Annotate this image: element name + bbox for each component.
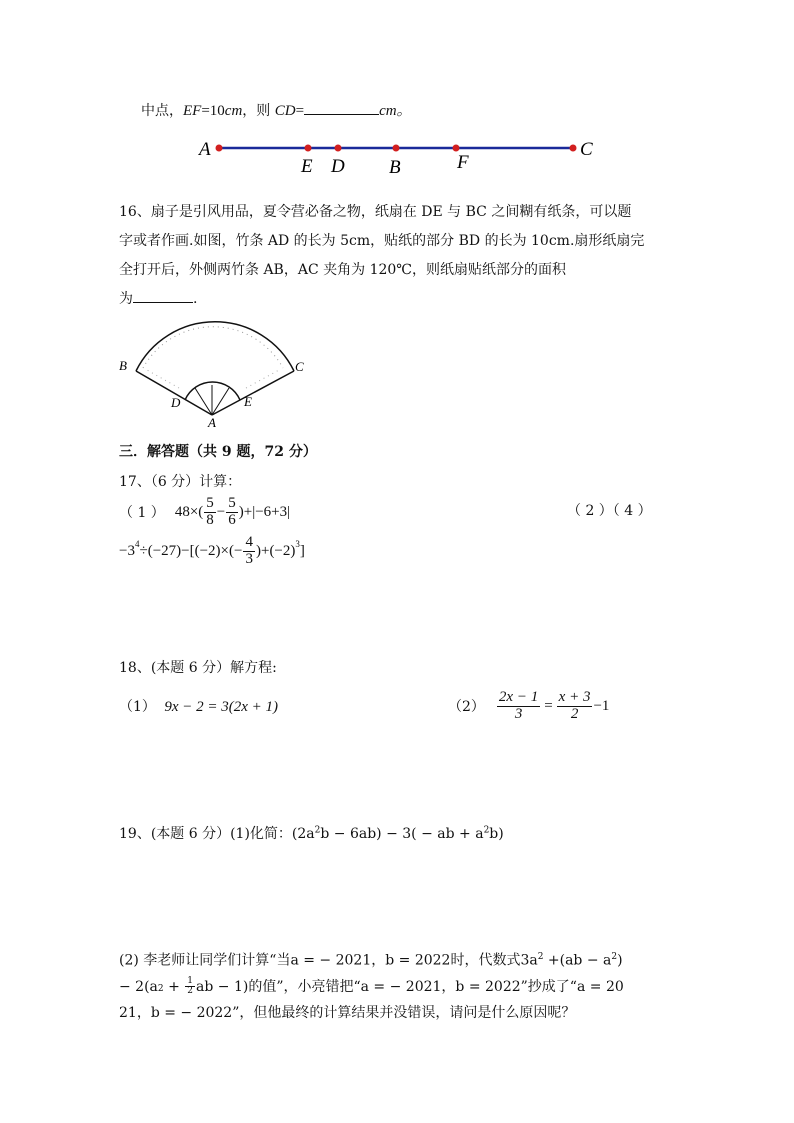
q19-p2-l1-c: ) xyxy=(617,952,623,969)
q16-line4-prefix: 为 xyxy=(119,291,133,307)
label-c: C xyxy=(580,139,593,160)
point-e-dot xyxy=(305,145,312,152)
frac-den: 3 xyxy=(514,705,523,722)
q19-l1-b: b − 6ab) − 3( − ab + a xyxy=(320,826,484,842)
frac-num: x + 3 xyxy=(558,688,591,705)
q19-p2-line1 xyxy=(119,944,624,974)
q18-equals: = xyxy=(544,697,553,714)
frac-den: 3 xyxy=(245,550,253,567)
q15-tail-line xyxy=(141,99,412,120)
q16-line3: 全打开后，外侧两竹条 AB，AC 夹角为 120℃，则纸扇贴纸部分的面积 xyxy=(119,262,566,278)
frac-den: 2 xyxy=(187,986,194,997)
q18-p2-label: （2） xyxy=(448,699,485,715)
frac-num: 5 xyxy=(206,494,214,511)
q17-minus: − xyxy=(216,503,226,520)
fan-label-d: D xyxy=(171,395,181,410)
q16-line4-suffix: . xyxy=(193,291,198,307)
q19-p2-l2-a: − 2(a xyxy=(119,978,158,995)
frac-den: 2 xyxy=(570,705,579,722)
q15-mid: ，则 xyxy=(242,103,275,119)
q16-line2: 字或者作画.如图，竹条 AD 的长为 5cm，贴纸的部分 BD 的长为 10cm.扇形纸扇完 xyxy=(119,233,645,249)
q17-p1-pre: 48×( xyxy=(174,503,204,520)
q18-part2 xyxy=(448,686,609,726)
label-d: D xyxy=(331,156,345,177)
point-d-dot xyxy=(335,145,342,152)
q15-prefix: 中点， xyxy=(141,103,183,119)
q17-p2-label: （ 2 ）（ 4 ） xyxy=(567,503,652,519)
q16-text xyxy=(119,198,644,314)
q18-p1-label: （1） xyxy=(119,699,156,715)
q19-l1-exp1: 2 xyxy=(314,825,321,836)
q19-p2-line2 xyxy=(119,974,624,1000)
q15-cd: CD xyxy=(274,103,296,119)
frac-num: 2x − 1 xyxy=(498,688,539,705)
q19-p2-l1-a: (2) 李老师让同学们计算“当a = − 2021，b = 2022时，代数式3a xyxy=(119,952,538,969)
fan-label-c: C xyxy=(295,359,304,374)
q19-l1-c: b) xyxy=(489,826,504,842)
q18-fraction-left xyxy=(497,690,540,723)
q19-part2 xyxy=(119,944,624,1026)
fan-label-b: B xyxy=(119,358,127,373)
q19-l1-exp2: 2 xyxy=(483,825,490,836)
q18-fraction-right xyxy=(557,690,593,723)
label-f: F xyxy=(457,152,469,173)
point-f-dot xyxy=(453,145,460,152)
q19-p2-l1-exp2: 2 xyxy=(611,952,618,962)
q19-half-fraction xyxy=(185,977,195,997)
fan-label-e: E xyxy=(244,394,252,409)
label-e: E xyxy=(301,156,313,177)
q15-answer-blank xyxy=(304,114,379,115)
rib-1 xyxy=(195,388,212,415)
q19-p2-l1-b: +(ab − a xyxy=(543,952,612,969)
q19-p2-line3: 21，b = − 2022”，但他最终的计算结果并没错误，请问是什么原因呢？ xyxy=(119,1004,576,1021)
q19-line1 xyxy=(119,823,504,843)
q17-part2-expr xyxy=(119,531,305,571)
q15-equals: = xyxy=(295,103,305,119)
q18-part1 xyxy=(119,696,278,716)
q17-p2-exp-a: 4 xyxy=(134,539,140,549)
q17-fraction-5-6 xyxy=(226,496,238,529)
q17-part1 xyxy=(119,493,290,531)
q15-unit2: cm。 xyxy=(379,103,412,119)
q19-p2-l2-exp: 2 xyxy=(157,983,164,994)
frac-den: 6 xyxy=(228,511,236,528)
label-b: B xyxy=(389,157,401,178)
label-a: A xyxy=(199,139,211,160)
q17-p1-label: （ 1 ） xyxy=(119,505,165,521)
point-c-dot xyxy=(570,145,577,152)
q17-fraction-4-3 xyxy=(243,535,255,568)
q17-title: 17、（6 分）计算： xyxy=(119,474,242,490)
line-segment-figure xyxy=(190,132,610,182)
q16-answer-blank xyxy=(133,302,193,303)
q19-p2-l1-exp1: 2 xyxy=(537,952,544,962)
frac-num: 5 xyxy=(228,494,236,511)
q15-unit1: cm xyxy=(224,103,243,119)
point-a-dot xyxy=(216,145,223,152)
section3-title: 三．解答题（共 9 题，72 分） xyxy=(119,444,317,460)
fan-label-a: A xyxy=(208,415,216,428)
q18-tail: −1 xyxy=(593,697,610,714)
fan-figure xyxy=(113,318,313,428)
side-ac xyxy=(212,371,294,415)
frac-num: 4 xyxy=(245,533,253,550)
q18-p1-expr: 9x − 2 = 3(2x + 1) xyxy=(164,699,279,715)
q19-p2-l2-b: + xyxy=(163,978,185,995)
outer-arc xyxy=(136,322,294,371)
q16-line4 xyxy=(119,285,644,314)
q17-p1-post: )+|−6+3| xyxy=(238,503,291,520)
q17-p2-d: ] xyxy=(299,542,305,559)
q17-fraction-5-8 xyxy=(204,496,216,529)
q19-p2-l2-c: ab − 1)的值”，小亮错把“a = − 2021，b = 2022”抄成了“a = 20 xyxy=(196,978,624,995)
point-b-dot xyxy=(393,145,400,152)
q16-line1: 16、扇子是引风用品，夏令营必备之物，纸扇在 DE 与 BC 之间糊有纸条，可以题 xyxy=(119,204,632,220)
frac-num: 1 xyxy=(187,975,194,986)
q17-p2-a: −3 xyxy=(119,542,135,559)
q15-ef-value: =10 xyxy=(201,103,225,119)
q17-p2-exp-c: 3 xyxy=(295,539,300,549)
paper-texture xyxy=(143,327,283,368)
q18-title: 18、(本题 6 分）解方程: xyxy=(119,660,277,676)
paper-texture-right xyxy=(246,370,279,388)
q15-ef: EF xyxy=(183,103,202,119)
paper-texture-left xyxy=(147,370,179,388)
q17-p2-c: )+(−2) xyxy=(255,542,296,559)
frac-den: 8 xyxy=(206,511,214,528)
q19-l1-a: 19、(本题 6 分）(1)化简：(2a xyxy=(119,826,315,842)
q17-p2-b: ÷(−27)−[(−2)×(− xyxy=(139,542,243,559)
